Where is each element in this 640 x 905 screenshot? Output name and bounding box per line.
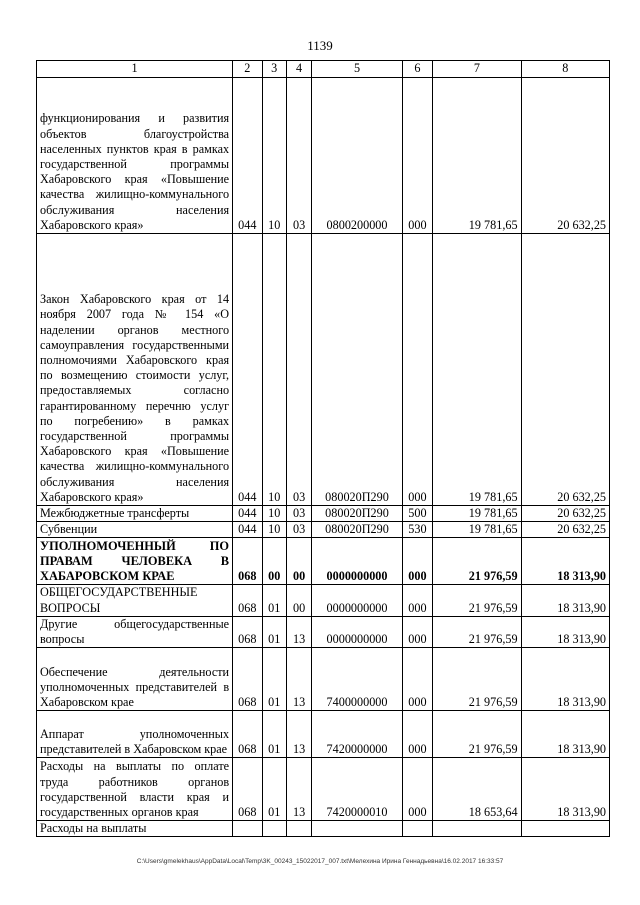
row-cell-6: 000: [402, 78, 432, 234]
table-row: [37, 234, 610, 506]
row-cell-6: [402, 821, 432, 837]
row-cell-8: 18 313,90: [521, 711, 609, 758]
row-cell-5: 0000000000: [312, 616, 402, 647]
row-cell-8: 18 313,90: [521, 758, 609, 821]
row-cell-7: 21 976,59: [433, 585, 521, 616]
row-cell-4: 13: [286, 648, 311, 711]
row-cell-7: 21 976,59: [433, 711, 521, 758]
row-cell-6: 000: [402, 616, 432, 647]
row-cell-6: 000: [402, 711, 432, 758]
row-cell-3: 10: [262, 234, 286, 506]
page-number: 1139: [307, 38, 333, 53]
file-path-footer: C:\Users\gmelekhaus\AppData\Local\Temp\3K_00243_15022017_007.txt\Мелехина Ирина Геннадьевна\16.02.2017 16:33:57: [136, 858, 504, 865]
row-cell-4: 03: [286, 78, 311, 234]
column-header: 8: [521, 61, 609, 78]
row-cell-6: 530: [402, 522, 432, 538]
row-cell-7: 19 781,65: [433, 522, 521, 538]
row-cell-6: 000: [402, 648, 432, 711]
row-cell-2: [233, 821, 262, 837]
row-cell-5: 0000000000: [312, 585, 402, 616]
table-row: [37, 758, 610, 821]
row-cell-7: 19 781,65: [433, 234, 521, 506]
row-cell-6: 000: [402, 758, 432, 821]
row-description: Субвенции: [37, 522, 233, 538]
table-header-row: [37, 61, 610, 78]
row-cell-8: 18 313,90: [521, 616, 609, 647]
row-cell-4: 13: [286, 758, 311, 821]
row-cell-2: 044: [233, 234, 262, 506]
row-cell-5: 080020П290: [312, 234, 402, 506]
row-cell-8: 20 632,25: [521, 522, 609, 538]
row-cell-3: 01: [262, 758, 286, 821]
row-cell-4: 13: [286, 616, 311, 647]
row-description: ОБЩЕГОСУДАРСТВЕННЫЕ ВОПРОСЫ: [37, 585, 233, 616]
table-row: [37, 78, 610, 234]
column-header: 5: [312, 61, 402, 78]
row-cell-7: 21 976,59: [433, 538, 521, 585]
row-cell-2: 044: [233, 78, 262, 234]
row-cell-4: [286, 821, 311, 837]
table-row: [37, 506, 610, 522]
row-cell-4: 03: [286, 234, 311, 506]
table-row: [37, 522, 610, 538]
table-row: [37, 821, 610, 837]
row-cell-2: 044: [233, 506, 262, 522]
row-cell-3: 00: [262, 538, 286, 585]
row-cell-6: 000: [402, 585, 432, 616]
column-header: 3: [262, 61, 286, 78]
row-cell-5: 080020П290: [312, 506, 402, 522]
table-row: [37, 585, 610, 616]
row-description: Другие общегосударственные вопросы: [37, 616, 233, 647]
row-cell-8: 20 632,25: [521, 506, 609, 522]
row-cell-6: 000: [402, 234, 432, 506]
row-cell-2: 068: [233, 648, 262, 711]
row-cell-5: 7420000000: [312, 711, 402, 758]
row-cell-4: 13: [286, 711, 311, 758]
row-cell-3: 01: [262, 585, 286, 616]
row-cell-5: 7400000000: [312, 648, 402, 711]
row-cell-3: 10: [262, 78, 286, 234]
row-cell-5: 0000000000: [312, 538, 402, 585]
row-cell-3: [262, 821, 286, 837]
row-description: Расходы на выплаты: [37, 821, 233, 837]
row-cell-2: 044: [233, 522, 262, 538]
row-cell-6: 500: [402, 506, 432, 522]
row-cell-8: 18 313,90: [521, 538, 609, 585]
row-cell-3: 10: [262, 506, 286, 522]
row-cell-3: 01: [262, 648, 286, 711]
column-header: 6: [402, 61, 432, 78]
column-header: 1: [37, 61, 233, 78]
row-cell-7: 21 976,59: [433, 648, 521, 711]
row-cell-8: [521, 821, 609, 837]
row-description: Закон Хабаровского края от 14 ноября 2007 года № 154 «О наделении органов местного самоуправления государственными полномочиями Хабаровского края по возмещению стоимости услуг, предоставляемых согласно гарантированному перечню услуг по погребению» в рамках государственной программы Хабаровского края «Повышение качества жилищно-коммунального обслуживания населения Хабаровского края»: [37, 234, 233, 506]
row-description: Расходы на выплаты по оплате труда работников органов государственной власти края и государственных органов края: [37, 758, 233, 821]
row-cell-4: 00: [286, 538, 311, 585]
row-cell-8: 20 632,25: [521, 234, 609, 506]
row-description: функционирования и развития объектов благоустройства населенных пунктов края в рамках государственной программы Хабаровского края «Повышение качества жилищно-коммунального обслуживания населения Хабаровского края»: [37, 78, 233, 234]
row-cell-6: 000: [402, 538, 432, 585]
row-cell-7: [433, 821, 521, 837]
row-description: Обеспечение деятельности уполномоченных представителей в Хабаровском крае: [37, 648, 233, 711]
table-row: [37, 711, 610, 758]
row-cell-8: 20 632,25: [521, 78, 609, 234]
row-cell-2: 068: [233, 538, 262, 585]
row-cell-7: 19 781,65: [433, 506, 521, 522]
row-cell-5: 7420000010: [312, 758, 402, 821]
row-cell-2: 068: [233, 711, 262, 758]
row-description: Аппарат уполномоченных представителей в Хабаровском крае: [37, 711, 233, 758]
row-cell-7: 21 976,59: [433, 616, 521, 647]
row-cell-2: 068: [233, 758, 262, 821]
column-header: 7: [433, 61, 521, 78]
row-cell-5: 0800200000: [312, 78, 402, 234]
row-cell-4: 03: [286, 522, 311, 538]
row-cell-5: 080020П290: [312, 522, 402, 538]
table-row: [37, 616, 610, 647]
column-header: 4: [286, 61, 311, 78]
row-description: Межбюджетные трансферты: [37, 506, 233, 522]
row-cell-5: [312, 821, 402, 837]
row-cell-8: 18 313,90: [521, 585, 609, 616]
row-cell-7: 18 653,64: [433, 758, 521, 821]
row-cell-7: 19 781,65: [433, 78, 521, 234]
row-cell-2: 068: [233, 616, 262, 647]
table-body: [37, 78, 610, 837]
row-cell-3: 01: [262, 711, 286, 758]
budget-table: [36, 60, 610, 837]
table-row: [37, 538, 610, 585]
row-cell-3: 10: [262, 522, 286, 538]
row-cell-4: 03: [286, 506, 311, 522]
row-cell-3: 01: [262, 616, 286, 647]
row-description: УПОЛНОМОЧЕННЫЙ ПО ПРАВАМ ЧЕЛОВЕКА В ХАБАРОВСКОМ КРАЕ: [37, 538, 233, 585]
row-cell-4: 00: [286, 585, 311, 616]
column-header: 2: [233, 61, 262, 78]
row-cell-2: 068: [233, 585, 262, 616]
row-cell-8: 18 313,90: [521, 648, 609, 711]
table-row: [37, 648, 610, 711]
